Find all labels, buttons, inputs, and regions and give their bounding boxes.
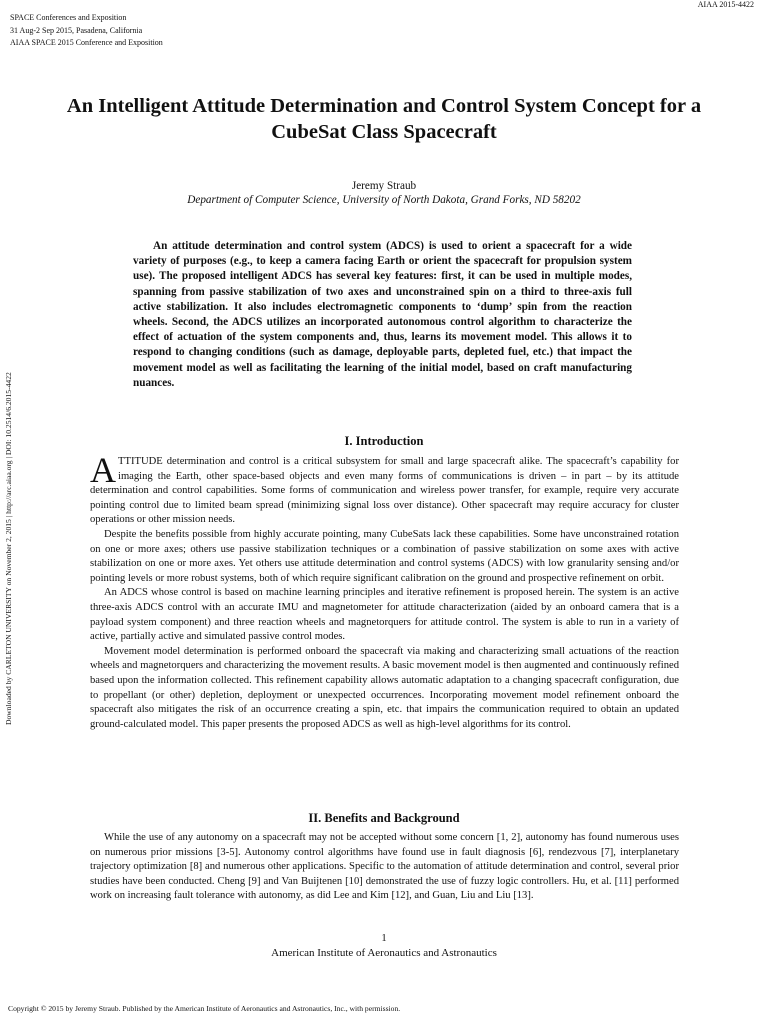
background-body [90,831,679,904]
download-watermark: Downloaded by CARLETON UNIVERSITY on November 2, 2015 | http://arc.aiaa.org | DOI: 10.2514/6.2015-4422 [4,372,13,725]
conference-info [10,12,163,50]
conference-line: AIAA SPACE 2015 Conference and Exposition [10,38,163,47]
section-heading-background: II. Benefits and Background [308,811,460,825]
paragraph [90,450,679,528]
page-number: 1 [381,933,387,944]
drop-cap: A [90,450,116,490]
conference-line: 31 Aug-2 Sep 2015, Pasadena, California [10,25,143,35]
paragraph: Movement model determination is performed onboard the spacecraft via making and characterizing small actuations of the reaction wheels and magnetorquers and characterizing the movement results. A basic movement model is then augmented and continuously refined based upon the information collected. This refinement capability allows automatic adaptation to a changing spacecraft configuration, due to propellant (or other) depletion, deployment or unexpected occurrences. Incorporating movement model refinement onboard the spacecraft also mitigates the risk of an occurrence creating a spin, etc. that impairs the communication required to obtain an updated ground-calculated model. This paper presents the proposed ADCS as well as high-level algorithms for its control. [90,645,679,730]
paragraph: While the use of any autonomy on a spacecraft may not be accepted without some concern [1, 2], autonomy has found numerous uses on numerous prior missions [3-5]. Autonomy control algorithms have found use in fault diagnosis [6], rendezvous [7], interplanetary trajectory optimization [8] and numerous other applications. Specific to the automation of attitude determination and control, several prior studies have been conducted. Cheng [9] and Van Buijtenen [10] demonstrated the use of fuzzy logic controllers. Hu, et al. [11] performed work on increasing fault tolerance with autonomy, as did Lee and Kim [12], and Guan, Liu and Liu [13]. [90,832,679,902]
introduction-body [90,450,679,732]
copyright-notice: Copyright © 2015 by Jeremy Straub. Published by the American Institute of Aeronautics and Astronautics, Inc., with permission. [8,1004,401,1013]
paragraph: An ADCS whose control is based on machine learning principles and iterative refinement is proposed herein. The system is an active three-axis ADCS control with an accurate IMU and magnetometer for attitude characterization (aided by an onboard camera that is a payload system component) and three reaction wheels and magnetorquers for attitude control. The system is able to run in a variety of active, partially active and simulated passive control modes. [90,587,679,643]
author-name: Jeremy Straub [351,180,417,192]
lead-word: TTITUDE [118,456,163,467]
footer-institution: American Institute of Aeronautics and Astronautics [271,947,497,959]
paper-title: An Intelligent Attitude Determination and Control System Concept for a CubeSat Class Spacecraft [66,95,702,143]
paragraph-text: determination and control is a critical subsystem for small and large spacecraft alike. The spacecraft’s capability for imaging the Earth, other space-based objects and even many forms of communications is driven – in part – by its attitude determination and control capabilities. Some forms of communication and wireless power transfer, for example, require very accurate pointing control due to limited beam spread (minimizing signal loss over distance). Other spacecraft may require accuracy for cluster operations or other mission needs. [90,456,679,526]
author-affiliation: Department of Computer Science, University of North Dakota, Grand Forks, ND 58202 [187,194,581,206]
section-heading-introduction: I. Introduction [344,434,424,448]
paragraph: Despite the benefits possible from highly accurate pointing, many CubeSats lack these capabilities. Some have unconstrained rotation on one or more axes; others use passive stabilization techniques or a combination of passive stabilization on some axes with active stabilization on one or more axes. Yet others use attitude determination and control systems (ADCS) with low granularity sensing and/or pointing levels or more robust systems, both of which require significant calibration on the ground and prospective refinement on orbit. [90,528,679,584]
document-id: AIAA 2015-4422 [697,0,754,9]
abstract: An attitude determination and control system (ADCS) is used to orient a spacecraft for a wide variety of purposes (e.g., to keep a camera facing Earth or orient the spacecraft for propulsion system use). The proposed intelligent ADCS has several key features: first, it can be used in multiple modes, spanning from passive stabilization of two axes and unconstrained spin on a third to three-axis full active stabilization. It also includes electromagnetic components to ‘dump’ spin from the reaction wheels. Second, the ADCS utilizes an incorporated autonomous control algorithm to characterize the effect of actuation of the system components and, thus, learns its movement model. This allows it to respond to changing conditions (such as damage, deployable parts, depleted fuel, etc.) that impact the movement model as well as facilitating the learning of the initial model, based on craft manufacturing nuances. [133,240,632,389]
conference-line: SPACE Conferences and Exposition [10,13,127,22]
